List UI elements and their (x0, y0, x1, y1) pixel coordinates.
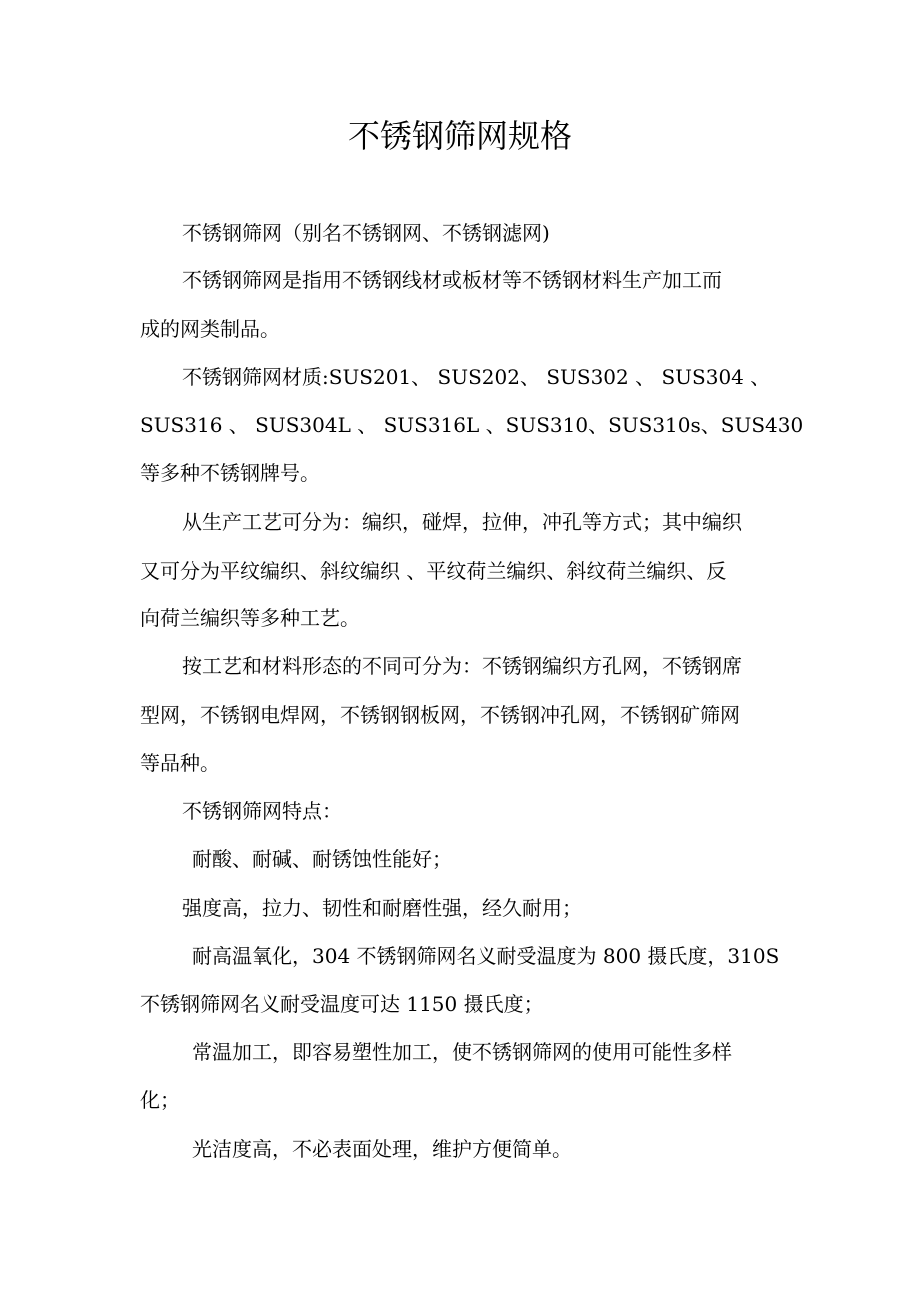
document-title: 不锈钢筛网规格 (347, 117, 572, 155)
text-line: 按工艺和材料形态的不同可分为：不锈钢编织方孔网，不锈钢席 (182, 654, 742, 678)
text-line: 光洁度高，不必表面处理，维护方便简单。 (192, 1137, 572, 1161)
text-line: 强度高，拉力、韧性和耐磨性强，经久耐用； (182, 896, 582, 920)
text-line: SUS316 、 SUS304L 、 SUS316L 、SUS310、SUS310s、SUS430 (140, 413, 804, 437)
text-line: 等品种。 (140, 751, 220, 775)
text-line: 不锈钢筛网（别名不锈钢网、不锈钢滤网) (182, 221, 550, 245)
text-line: 型网，不锈钢电焊网，不锈钢钢板网，不锈钢冲孔网，不锈钢矿筛网 (140, 703, 740, 727)
text-line: 不锈钢筛网材质:SUS201、 SUS202、 SUS302 、 SUS304 、 (182, 365, 771, 389)
text-line: 不锈钢筛网是指用不锈钢线材或板材等不锈钢材料生产加工而 (182, 268, 722, 292)
text-line: 化； (140, 1088, 180, 1112)
text-line: 耐酸、耐碱、耐锈蚀性能好； (192, 847, 452, 871)
text-line: 成的网类制品。 (140, 317, 280, 341)
text-line: 向荷兰编织等多种工艺。 (140, 606, 360, 630)
text-line: 又可分为平纹编织、斜纹编织 、平纹荷兰编织、斜纹荷兰编织、反 (140, 559, 727, 583)
text-line: 耐高温氧化，304 不锈钢筛网名义耐受温度为 800 摄氏度，310S (192, 944, 780, 968)
text-line: 常温加工，即容易塑性加工，使不锈钢筛网的使用可能性多样 (192, 1040, 732, 1064)
text-line: 等多种不锈钢牌号。 (140, 461, 320, 485)
text-line: 不锈钢筛网特点： (182, 799, 342, 823)
text-line: 不锈钢筛网名义耐受温度可达 1150 摄氏度； (140, 992, 544, 1016)
text-line: 从生产工艺可分为：编织，碰焊，拉伸，冲孔等方式；其中编织 (182, 510, 742, 534)
